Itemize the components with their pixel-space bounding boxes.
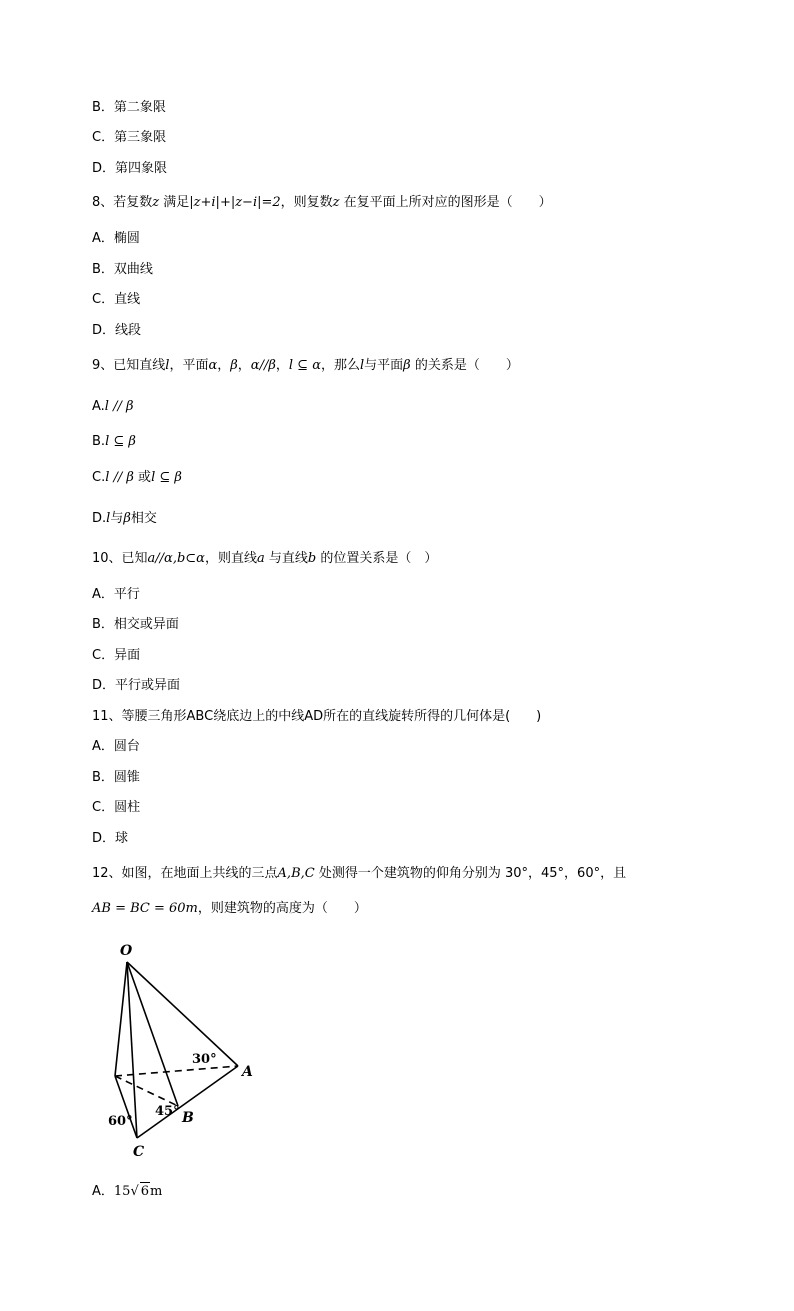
- q12-option-a: A．15√ 6m: [92, 1184, 163, 1199]
- q9-option-b: B.l ⊆ β: [92, 434, 136, 449]
- sqrt-symbol: √: [130, 1184, 139, 1199]
- q8-option-b: B．双曲线: [92, 262, 153, 277]
- q10-option-b: B．相交或异面: [92, 617, 179, 632]
- edge-o-a: [127, 962, 238, 1066]
- q11-option-c: C．圆柱: [92, 800, 141, 815]
- q8-formula: |z+i|+|z−i|=2: [189, 195, 281, 210]
- edge-c-b-a: [137, 1066, 238, 1138]
- q10-option-a: A．平行: [92, 587, 140, 602]
- q11-option-b: B．圆锥: [92, 770, 140, 785]
- q12-condition: AB = BC = 60m，则建筑物的高度为（ ）: [92, 901, 367, 916]
- q9-stem: 9、已知直线l，平面α，β，α//β，l ⊆ α，那么l与平面β 的关系是（ ）: [92, 358, 519, 373]
- edge-o-c: [127, 962, 137, 1138]
- q11-option-a: A．圆台: [92, 739, 140, 754]
- angle-30: 30°: [192, 1052, 217, 1067]
- q12-stem: 12、如图，在地面上共线的三点A,B,C 处测得一个建筑物的仰角分别为 30°，45°，60°，且: [92, 866, 627, 881]
- angle-60: 60°: [108, 1114, 133, 1129]
- edge-o-base: [115, 962, 127, 1076]
- q11-stem: 11、等腰三角形ABC绕底边上的中线AD所在的直线旋转所得的几何体是( ): [92, 709, 542, 724]
- q9-option-c: C.l // β 或l ⊆ β: [92, 470, 182, 485]
- q8-option-c: C．直线: [92, 292, 141, 307]
- q9-option-d: D.l与β相交: [92, 511, 157, 526]
- label-o: O: [120, 943, 133, 959]
- q11-option-d: D．球: [92, 831, 129, 846]
- q8-stem: 8、若复数z 满足|z+i|+|z−i|=2，则复数z 在复平面上所对应的图形是（ ）: [92, 195, 552, 210]
- q10-option-c: C．异面: [92, 648, 141, 663]
- label-c: C: [133, 1144, 145, 1160]
- q7-option-c: C．第三象限: [92, 130, 167, 145]
- q10-stem: 10、已知a//α,b⊂α，则直线a 与直线b 的位置关系是（ ）: [92, 551, 438, 566]
- q8-option-a: A．椭圆: [92, 231, 140, 246]
- angle-45: 45°: [155, 1104, 180, 1119]
- label-b: B: [182, 1110, 194, 1126]
- q7-option-b: B．第二象限: [92, 100, 166, 115]
- q8-option-d: D．线段: [92, 323, 142, 338]
- q9-option-a: A.l // β: [92, 399, 134, 414]
- label-a: A: [242, 1064, 253, 1080]
- q12-figure: [100, 935, 270, 1165]
- q7-option-d: D．第四象限: [92, 161, 168, 176]
- q10-option-d: D．平行或异面: [92, 678, 181, 693]
